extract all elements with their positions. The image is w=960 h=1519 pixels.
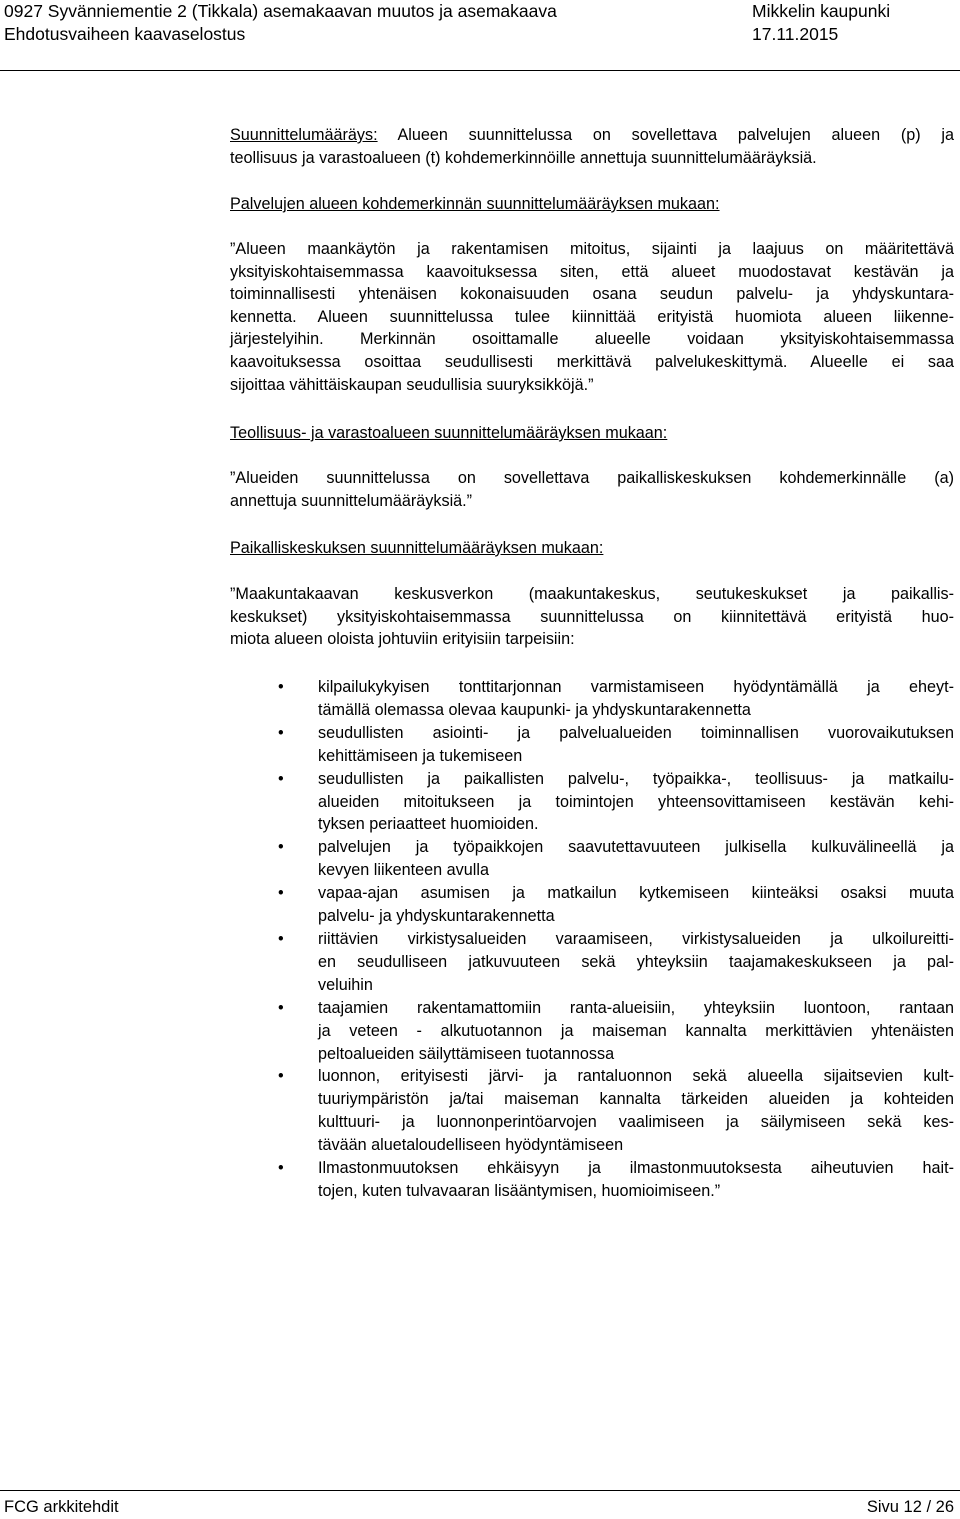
page-footer (0, 1490, 960, 1515)
list-item (278, 836, 954, 882)
quote-line: kennetta. Alueen suunnittelussa tulee kiinnittää erityistä huomiota alueen liikenne- (230, 307, 954, 326)
list-item (278, 676, 954, 722)
planning-regulation-line2: teollisuus ja varastoalueen (t) kohdemerkinnöille annettuja suunnittelumääräyksiä. (230, 148, 817, 167)
bullet-icon: • (278, 929, 284, 948)
list-item (278, 768, 954, 837)
list-item-line: kulttuuri- ja luonnonperintöarvojen vaalimiseen ja säilymiseen sekä kes- (318, 1113, 954, 1132)
list-item-line: ja veteen - alkutuotannon ja maiseman kannalta merkittävien yhtenäisten (318, 1021, 954, 1040)
list-item-line: tävään aluetaloudelliseen hyödyntämiseen (318, 1136, 624, 1155)
list-item-line: seudullisten ja paikallisten palvelu-, työpaikka-, teollisuus- ja matkailu- (318, 769, 954, 788)
quote-line: sijoittaa vähittäiskaupan seudullisia suuryksikköjä.” (230, 375, 594, 394)
header-document-subtitle: Ehdotusvaiheen kaavaselostus (4, 24, 246, 44)
list-item-line: palvelu- ja yhdyskuntarakennetta (318, 907, 555, 926)
list-item-line: kilpailukykyisen tonttitarjonnan varmistamiseen hyödyntämällä ja eheyt- (318, 678, 954, 696)
bullet-icon: • (278, 838, 284, 857)
bullet-icon: • (278, 723, 284, 742)
industrial-area-heading: Teollisuus- ja varastoalueen suunnittelumääräyksen mukaan: (230, 424, 668, 442)
list-item (278, 1157, 954, 1203)
list-item-line: riittävien virkistysalueiden varaamiseen, virkistysalueiden ja ulkoilureitti- (318, 929, 954, 948)
list-item-line: vapaa-ajan asumisen ja matkailun kytkemiseen kiinteäksi osaksi muuta (318, 884, 954, 903)
list-item (278, 722, 954, 768)
list-item (278, 1065, 954, 1157)
list-item-line: taajamien rakentamattomiin ranta-alueisiin, yhteyksiin luontoon, rantaan (318, 998, 954, 1017)
quote-line: järjestelyihin. Merkinnän osoittamalle alueelle voidaan yksityiskohtaisemmassa (230, 330, 954, 349)
quote-line: kaavoituksessa osoittaa seudullisesti merkittävä palvelukeskittymä. Alueelle ei saa (230, 352, 954, 371)
list-item-line: tojen, kuten tulvavaaran lisääntymisen, huomioimiseen.” (318, 1181, 721, 1200)
list-item (278, 997, 954, 1066)
local-centre-heading: Paikalliskeskuksen suunnittelumääräyksen mukaan: (230, 539, 604, 557)
bullet-icon: • (278, 1067, 284, 1086)
header-date: 17.11.2015 (752, 24, 839, 44)
quote-line: toiminnallisesti yhtenäisen kokonaisuuden osana seudun palvelu- ja yhdyskuntara- (230, 285, 954, 304)
planning-regulation-paragraph (230, 124, 954, 169)
bullet-icon: • (278, 884, 284, 903)
list-item-line: Ilmastonmuutoksen ehkäisyyn ja ilmastonmuutoksesta aiheutuvien hait- (318, 1159, 954, 1178)
footer-page-number: Sivu 12 / 26 (866, 1498, 954, 1516)
services-area-heading: Palvelujen alueen kohdemerkinnän suunnittelumääräyksen mukaan: (230, 195, 720, 213)
list-item-line: kehittämiseen ja tukemiseen (318, 746, 523, 765)
list-item-line: tuuriympäristön ja/tai maiseman kannalta tärkeiden alueiden ja kohteiden (318, 1090, 954, 1109)
footer-company: FCG arkkitehdit (4, 1498, 119, 1516)
list-item-line: peltoalueiden säilyttämiseen tuotannossa (318, 1044, 615, 1063)
quote-line: keskukset) yksityiskohtaisemmassa suunnittelussa on kiinnitettävä erityistä huo- (230, 607, 954, 626)
list-item-line: en seudulliseen jatkuvuuteen sekä yhteyksiin taajamakeskukseen ja pal- (318, 952, 954, 971)
quote-line: yksityiskohtaisemmassa kaavoituksessa siten, että alueet muodostavat kestävän ja (230, 262, 954, 281)
list-item-line: tyksen periaatteet huomioiden. (318, 815, 539, 834)
local-centre-quote (230, 583, 954, 651)
header-document-title: 0927 Syvänniementie 2 (Tikkala) asemakaavan muutos ja asemakaava (4, 1, 557, 21)
bullet-icon: • (278, 769, 284, 788)
quote-line: ”Alueen maankäytön ja rakentamisen mitoitus, sijainti ja laajuus on määritettävä (230, 240, 954, 258)
list-item-line: palvelujen ja työpaikkojen saavutettavuuteen julkisella kulkuvälineellä ja (318, 838, 954, 857)
list-item-line: alueiden mitoitukseen ja toimintojen yhteensovittamiseen kestävän kehi- (318, 792, 954, 811)
local-centre-needs-list (278, 676, 954, 1203)
quote-line: ”Maakuntakaavan keskusverkon (maakuntakeskus, seutukeskukset ja paikallis- (230, 585, 954, 603)
bullet-icon: • (278, 1159, 284, 1178)
planning-regulation-line1: Alueen suunnittelussa on sovellettava palvelujen alueen (p) ja (377, 126, 954, 144)
list-item-line: tämällä olemassa olevaa kaupunki- ja yhdyskuntarakennetta (318, 700, 751, 719)
list-item-line: seudullisten asiointi- ja palvelualueiden toiminnallisen vuorovaikutuksen (318, 723, 954, 742)
list-item-line: kevyen liikenteen avulla (318, 861, 489, 880)
planning-regulation-label: Suunnittelumääräys: (230, 126, 378, 144)
list-item-line: veluihin (318, 975, 373, 994)
header-organization: Mikkelin kaupunki (752, 1, 891, 21)
industrial-area-quote (230, 467, 954, 512)
list-item-line: luonnon, erityisesti järvi- ja rantaluonnon sekä alueella sijaitsevien kult- (318, 1067, 954, 1086)
quote-line: ”Alueiden suunnittelussa on sovellettava paikalliskeskuksen kohdemerkinnälle (a) (230, 469, 954, 487)
bullet-icon: • (278, 998, 284, 1017)
page-header (0, 0, 960, 71)
list-item (278, 928, 954, 997)
bullet-icon: • (278, 678, 284, 696)
quote-line: miota alueen oloista johtuviin erityisiin tarpeisiin: (230, 630, 575, 649)
services-area-quote (230, 238, 954, 396)
quote-line: annettuja suunnittelumääräyksiä.” (230, 491, 473, 510)
list-item (278, 882, 954, 928)
